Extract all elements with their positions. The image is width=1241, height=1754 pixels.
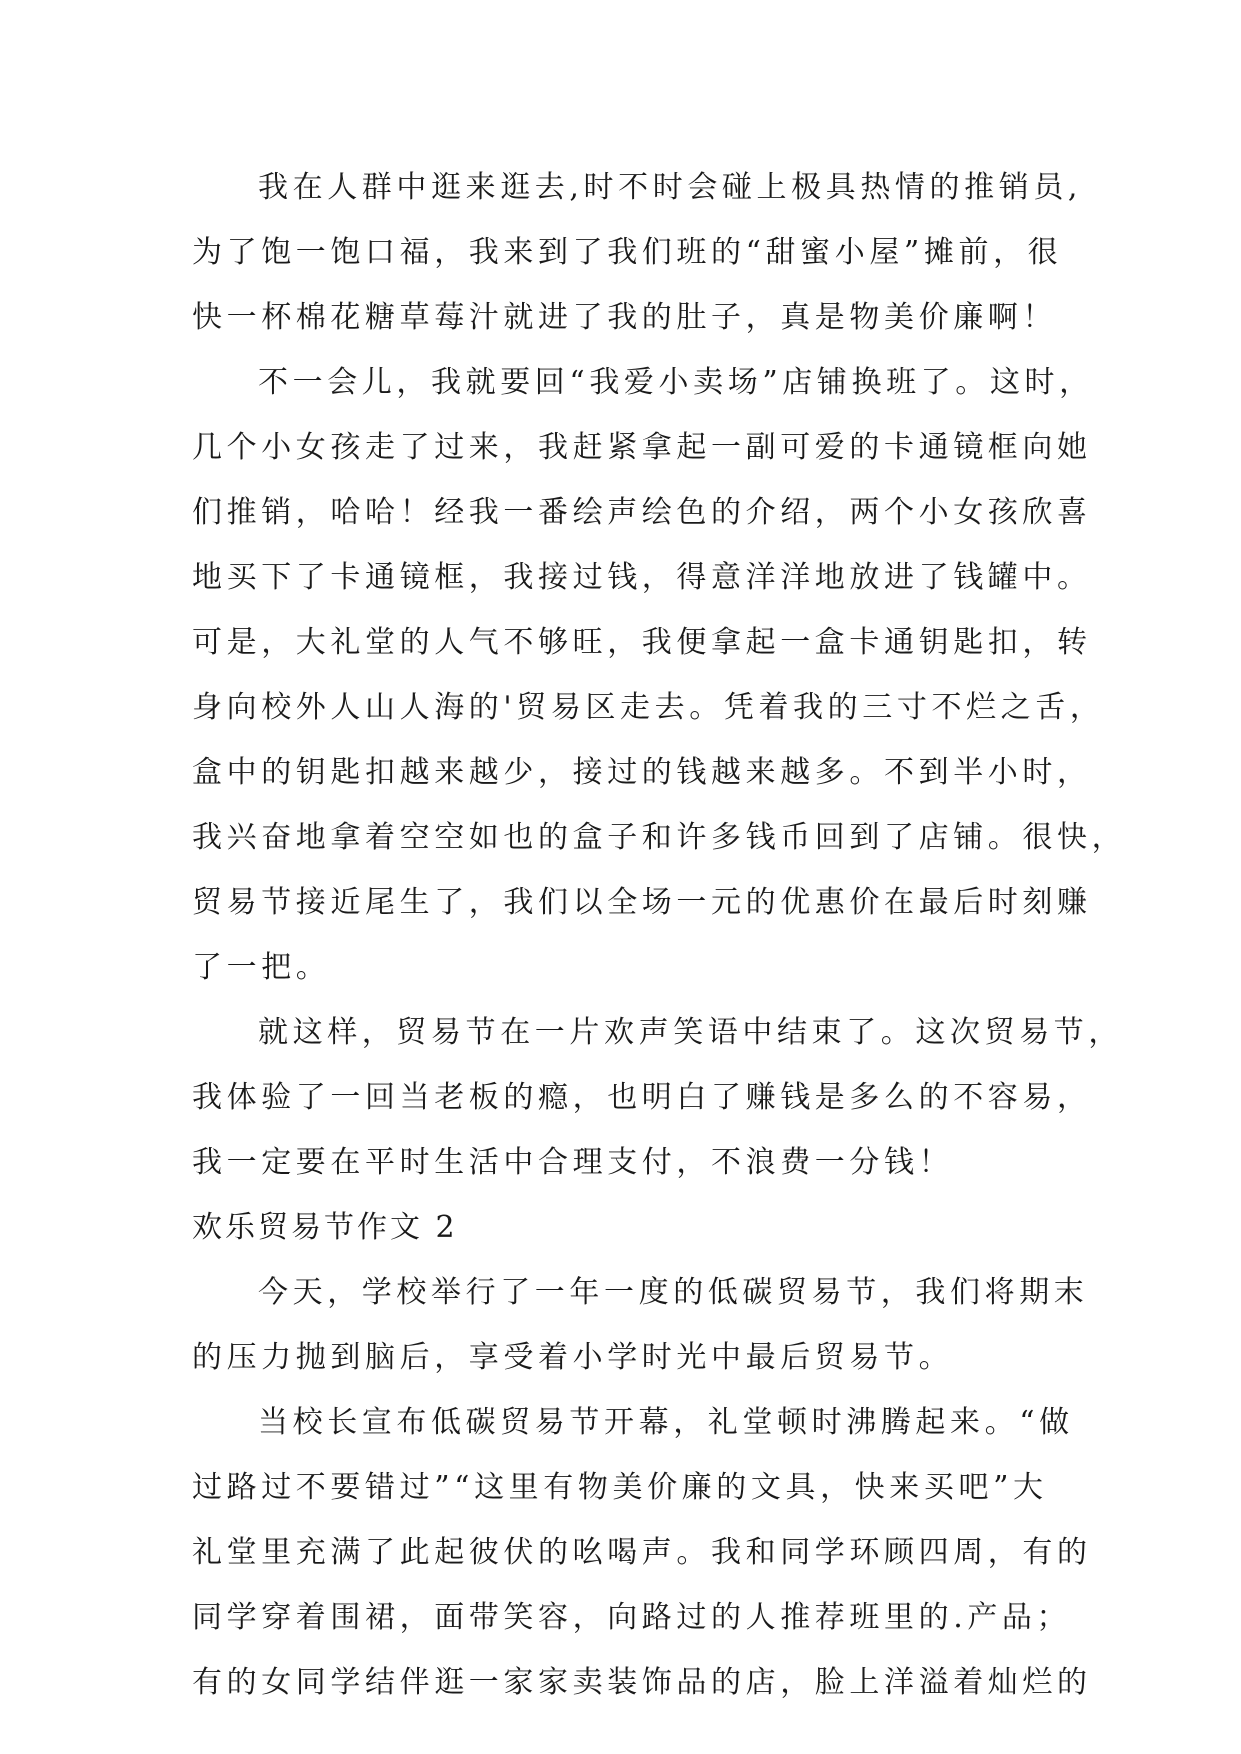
text-line: 几个小女孩走了过来，我赶紧拿起一副可爱的卡通镜框向她 xyxy=(192,430,1092,465)
text-line: 我一定要在平时生活中合理支付，不浪费一分钱！ xyxy=(192,1145,954,1180)
text-line: 快一杯棉花糖草莓汁就进了我的肚子，真是物美价廉啊！ xyxy=(192,300,1057,335)
text-line: 就这样，贸易节在一片欢声笑语中结束了。这次贸易节， xyxy=(258,1015,1123,1050)
text-line: 同学穿着围裙，面带笑容，向路过的人推荐班里的.产品； xyxy=(192,1600,1072,1635)
document-body xyxy=(192,155,1127,1715)
text-line: 盒中的钥匙扣越来越少，接过的钱越来越多。不到半小时， xyxy=(192,755,1092,790)
text-line: 礼堂里充满了此起彼伏的吆喝声。我和同学环顾四周，有的 xyxy=(192,1535,1092,1570)
text-line: 我兴奋地拿着空空如也的盒子和许多钱币回到了店铺。很快， xyxy=(192,820,1127,855)
text-line: 过路过不要错过”“这里有物美价廉的文具，快来买吧”大 xyxy=(192,1470,1048,1505)
text-line: 身向校外人山人海的'贸易区走去。凭着我的三寸不烂之舌， xyxy=(192,690,1105,725)
text-line: 不一会儿，我就要回“我爱小卖场”店铺换班了。这时， xyxy=(258,365,1094,400)
text-line: 我在人群中逛来逛去,时不时会碰上极具热情的推销员, xyxy=(258,170,1083,205)
text-line: 有的女同学结伴逛一家家卖装饰品的店，脸上洋溢着灿烂的 xyxy=(192,1665,1092,1700)
text-line: 今天，学校举行了一年一度的低碳贸易节，我们将期末 xyxy=(258,1275,1089,1310)
text-line: 为了饱一饱口福，我来到了我们班的“甜蜜小屋”摊前，很 xyxy=(192,235,1063,270)
text-line: 了一把。 xyxy=(192,950,331,985)
text-line: 我体验了一回当老板的瘾，也明白了赚钱是多么的不容易， xyxy=(192,1080,1092,1115)
section-heading: 欢乐贸易节作文 2 xyxy=(192,1210,458,1245)
text-line: 地买下了卡通镜框，我接过钱，得意洋洋地放进了钱罐中。 xyxy=(192,560,1092,595)
text-line: 们推销，哈哈！经我一番绘声绘色的介绍，两个小女孩欣喜 xyxy=(192,495,1092,530)
text-line: 贸易节接近尾生了，我们以全场一元的优惠价在最后时刻赚 xyxy=(192,885,1092,920)
text-line: 当校长宣布低碳贸易节开幕，礼堂顿时沸腾起来。“做 xyxy=(258,1405,1074,1440)
text-line: 的压力抛到脑后，享受着小学时光中最后贸易节。 xyxy=(192,1340,954,1375)
text-line: 可是，大礼堂的人气不够旺，我便拿起一盒卡通钥匙扣，转 xyxy=(192,625,1092,660)
